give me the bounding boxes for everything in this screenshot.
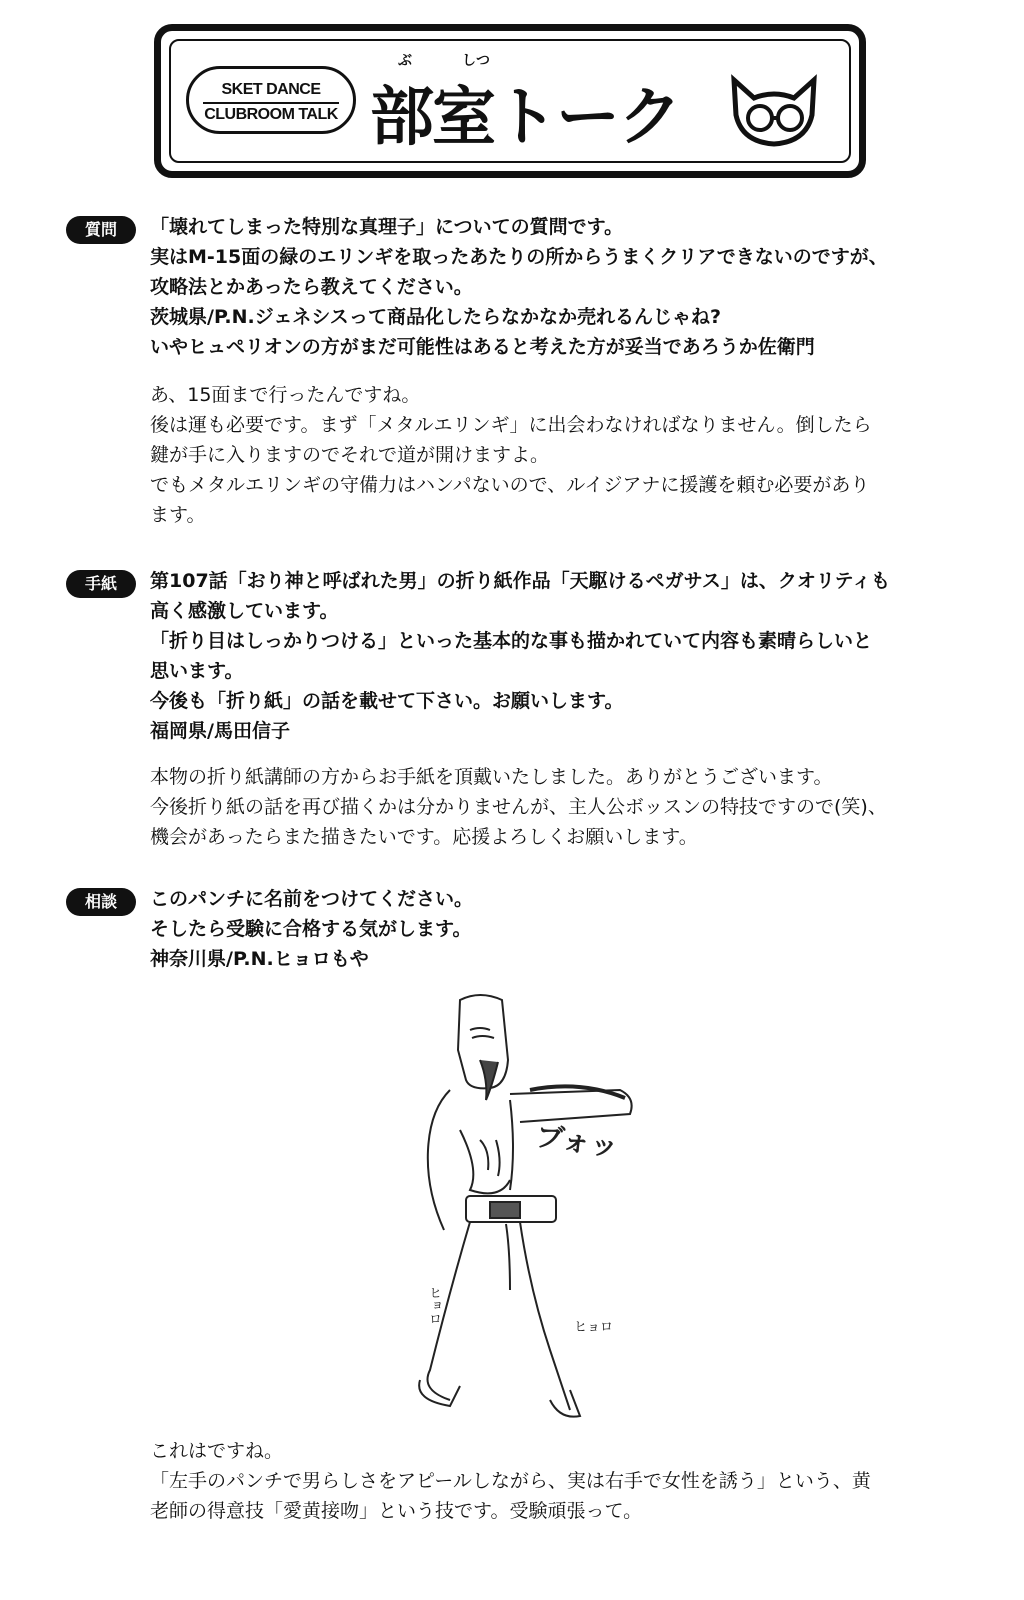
section-3-answer [150, 1436, 950, 1526]
text-line: 茨城県/P.N.ジェネシスって商品化したらなかなか売れるんじゃね? [150, 306, 721, 328]
sfx-whoosh: ブォッ [533, 1119, 621, 1164]
cat-glasses-icon [724, 60, 824, 150]
text-line: 神奈川県/P.N.ヒョロもや [150, 948, 369, 970]
text-line: 実はM-15面の緑のエリンギを取ったあたりの所からうまくクリアできないのですが、 [150, 246, 888, 268]
text-line: 「左手のパンチで男らしさをアピールしながら、実は右手で女性を誘う」という、黄 [150, 1470, 871, 1492]
text-line: 今後も「折り紙」の話を載せて下さい。お願いします。 [150, 690, 624, 712]
text-line: 「壊れてしまった特別な真理子」についての質問です。 [150, 216, 624, 238]
text-line: 老師の得意技「愛黄接吻」という技です。受験頑張って。 [150, 1500, 643, 1522]
section-2-question [150, 566, 950, 746]
page-title: 部室トーク [370, 81, 680, 155]
sfx-left: ヒョロ [426, 1286, 441, 1325]
text-line: このパンチに名前をつけてください。 [150, 888, 474, 910]
text-line: 「折り目はしっかりつける」といった基本的な事も描かれていて内容も素晴らしいと [150, 630, 873, 652]
section-3-question [150, 884, 950, 974]
badge-consultation: 相談 [66, 888, 136, 916]
text-line: 高く感激しています。 [150, 600, 339, 622]
logo-line-1: SKET DANCE [203, 79, 339, 104]
badge-letter: 手紙 [66, 570, 136, 598]
section-1-answer [150, 380, 950, 530]
text-line: 福岡県/馬田信子 [150, 720, 290, 742]
punch-character-drawing [410, 990, 670, 1450]
text-line: 本物の折り紙講師の方からお手紙を頂戴いたしました。ありがとうございます。 [150, 766, 833, 788]
text-line: 機会があったらまた描きたいです。応援よろしくお願いします。 [150, 826, 698, 848]
text-line: ます。 [150, 504, 206, 526]
text-line: でもメタルエリンギの守備力はハンパないので、ルイジアナに援護を頼む必要があり [150, 474, 870, 496]
logo-line-2: CLUBROOM TALK [204, 106, 338, 123]
text-line: そしたら受験に合格する気がします。 [150, 918, 472, 940]
title-ruby-bu: ぶ [398, 53, 412, 69]
text-line: 鍵が手に入りますのでそれで道が開けますよ。 [150, 444, 550, 466]
text-line: 攻略法とかあったら教えてください。 [150, 276, 473, 298]
text-line: これはですね。 [150, 1440, 284, 1462]
text-line: 今後折り紙の話を再び描くかは分かりませんが、主人公ボッスンの特技ですので(笑)、 [150, 796, 887, 818]
text-line: あ、15面まで行ったんですね。 [150, 384, 421, 406]
section-1-question [150, 212, 950, 362]
text-line: 第107話「おり神と呼ばれた男」の折り紙作品「天駆けるペガサス」は、クオリティも [150, 570, 891, 592]
sfx-right: ヒョロ [574, 1320, 614, 1335]
text-line: いやヒュペリオンの方がまだ可能性はあると考えた方が妥当であろうか佐衛門 [150, 336, 815, 358]
title-ruby-shitsu: しつ [462, 53, 490, 69]
text-line: 後は運も必要です。まず「メタルエリンギ」に出会わなければなりません。倒したら [150, 414, 872, 436]
sket-dance-logo [186, 66, 356, 134]
badge-question: 質問 [66, 216, 136, 244]
section-2-answer [150, 762, 950, 852]
text-line: 思います。 [150, 660, 244, 682]
